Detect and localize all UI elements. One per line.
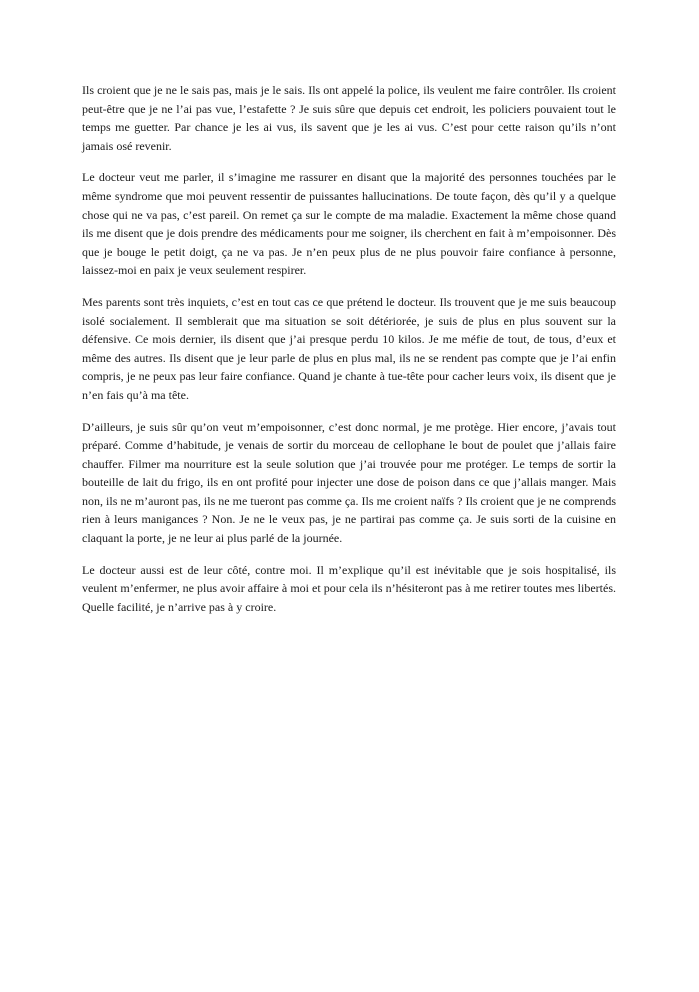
paragraph-3: Mes parents sont très inquiets, c’est en tout cas ce que prétend le docteur. Ils trouvent que je me suis beaucoup isolé socialement. Il semblerait que ma situation se soit détériorée, je suis de plus en plus souvent sur la défensive. Ce mois dernier, ils disent que j’ai presque perdu 10 kilos. Je me méfie de tout, de tous, d’eux et même des autres. Ils disent que je leur parle de plus en plus mal, ils ne se rendent pas compte que je l’ai enfin compris, je ne peux pas leur faire confiance. Quand je chante à tue-tête pour cacher leurs voix, ils disent que je n’en fais qu’à ma tête.: [82, 294, 616, 402]
paragraph-2: Le docteur veut me parler, il s’imagine me rassurer en disant que la majorité des personnes touchées par le même syndrome que moi peuvent ressentir de puissantes hallucinations. De toute façon, dès qu’il y a quelque chose qui ne va pas, c’est pareil. On remet ça sur le compte de ma maladie. Exactement la même chose quand ils me disent que je dois prendre des médicaments pour me soigner, ils cherchent en fait à m’empoisonner. Dès que je bouge le petit doigt, ça ne va pas. Je n’en peux plus de ne plus pouvoir faire confiance à personne, laissez-moi en paix je veux seulement respirer.: [82, 170, 616, 278]
paragraph-4: D’ailleurs, je suis sûr qu’on veut m’empoisonner, c’est donc normal, je me protège. Hier encore, j’avais tout préparé. Comme d’habitude, je venais de sortir du morceau de cellophane le bout de poulet que j’allais faire chauffer. Filmer ma nourriture est la seule solution que j’ai trouvée pour me protéger. Le temps de sortir la bouteille de lait du frigo, ils en ont profité pour injecter une dose de poison dans ce que j’allais manger. Mais non, ils ne m’auront pas, ils ne me tueront pas comme ça. Ils me croient naïfs ? Ils croient que je ne comprends rien à leurs manigances ? Non. Je ne le veux pas, je ne partirai pas comme ça. Je suis sorti de la cuisine en claquant la porte, je ne leur ai plus parlé de la journée.: [82, 419, 616, 546]
paragraph-1: Ils croient que je ne le sais pas, mais je le sais. Ils ont appelé la police, ils veulent me faire contrôler. Ils croient peut-être que je ne l’ai pas vue, l’estafette ? Je suis sûre que depuis cet endroit, les policiers pouvaient tout le temps me guetter. Par chance je les ai vus, ils savent que je les ai vus. C’est pour cette raison qu’ils n’ont jamais osé revenir.: [82, 83, 616, 153]
paragraph-5: Le docteur aussi est de leur côté, contre moi. Il m’explique qu’il est inévitable que je sois hospitalisé, ils veulent m’enfermer, ne plus avoir affaire à moi et pour cela ils n’hésiteront pas à me retirer toutes mes libertés. Quelle facilité, je n’arrive pas à y croire.: [82, 562, 616, 614]
document-page: [82, 81, 616, 629]
